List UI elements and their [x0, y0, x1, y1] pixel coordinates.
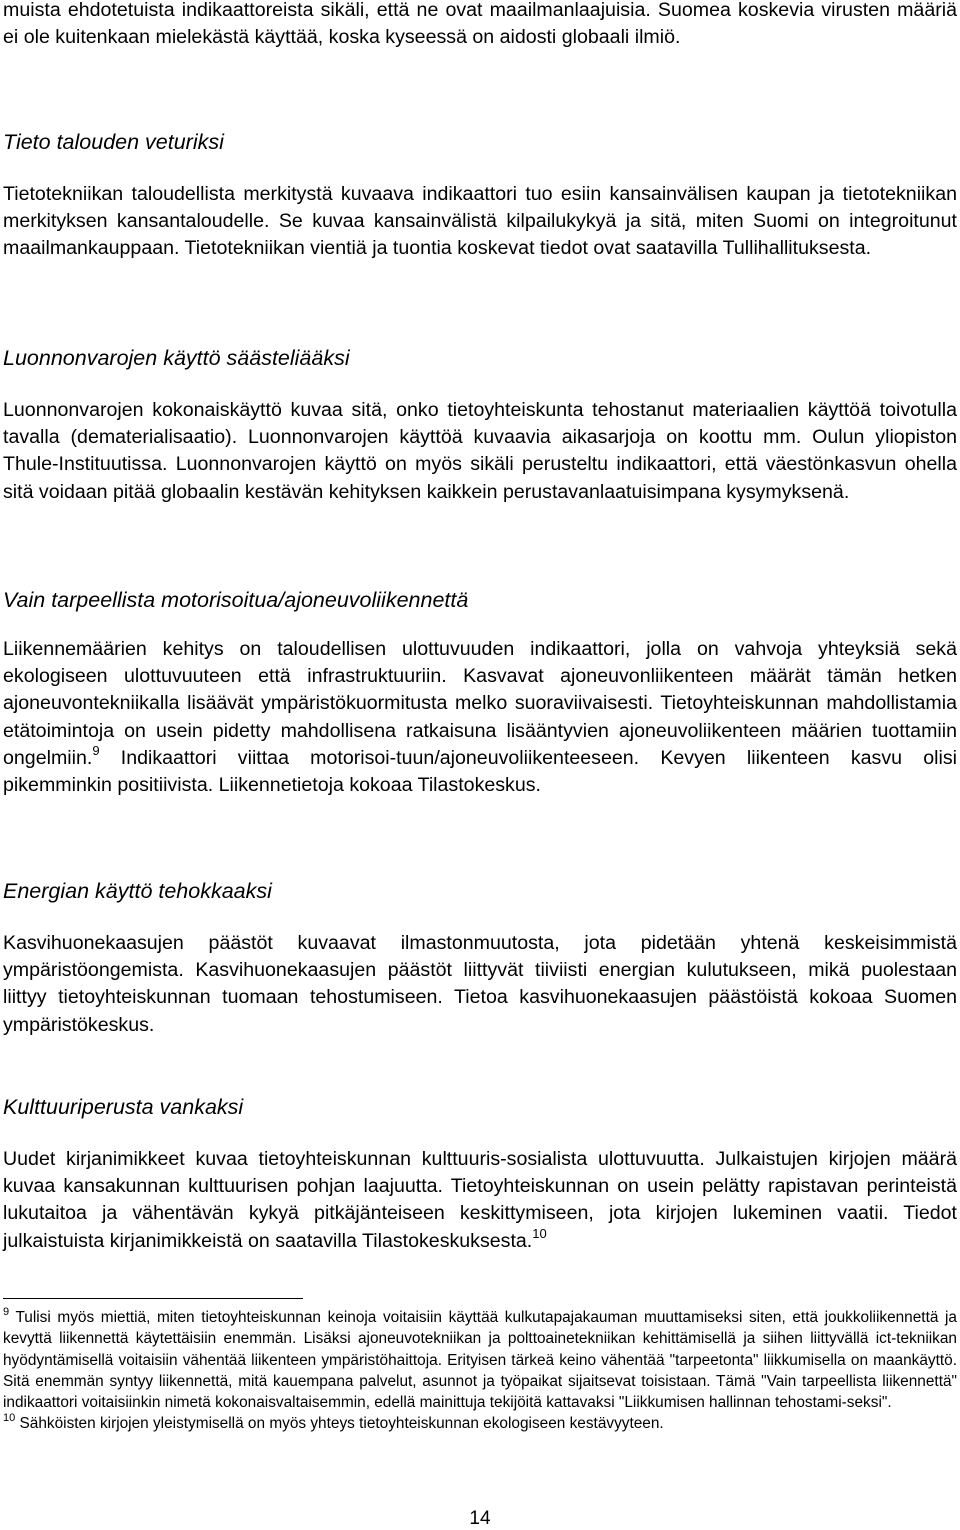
footnote-number: 9	[3, 1305, 10, 1318]
section-heading-energian-kaytto: Energian käyttö tehokkaaksi	[3, 879, 272, 903]
intro-paragraph: muista ehdotetuista indikaattoreista sikäli, että ne ovat maailmanlaajuisia. Suomea koskevia virusten määriä ei ole kuitenkaan mielekästä käyttää, koska kyseessä on aidosti globaali ilmiö.	[3, 0, 957, 49]
footnote-number: 10	[3, 1412, 16, 1425]
paragraph-text: Uudet kirjanimikkeet kuvaa tietoyhteiskunnan kulttuuris-sosialista ulottuvuutta. Julkaistujen kirjojen määrä kuvaa kansakunnan kulttuurisen pohjan laajuutta. Tietoyhteiskunnan on usein pelätty rapistavan perinteistä lukutaitoa ja vähentävän kykyä pitkäjänteiseen keskittymiseen, jota kirjojen lukeminen vaatii. Tiedot julkaistuista kirjanimikkeistä on saatavilla Tilastokeskuksesta.	[3, 1148, 957, 1252]
section-paragraph-tieto-talouden-veturiksi: Tietotekniikan taloudellista merkitystä kuvaava indikaattori tuo esiin kansainvälisen kaupan ja tietotekniikan merkityksen kansantaloudelle. Se kuvaa kansainvälistä kilpailukykyä ja sitä, miten Suomi on integroitunut maailmankauppaan. Tietotekniikan vientiä ja tuontia koskevat tiedot ovat saatavilla Tullihallituksesta.	[3, 183, 957, 260]
paragraph-text: Indikaattori viittaa motorisoi-tuun/ajoneuvoliikenteeseen. Kevyen liikenteen kasvu olisi pikemminkin positiivista. Liikennetietoja kokoaa Tilastokeskus.	[3, 746, 957, 797]
footnotes	[3, 1307, 957, 1435]
section-heading-ajoneuvoliikenne: Vain tarpeellista motorisoitua/ajoneuvoliikennettä	[3, 588, 469, 612]
section-heading-kulttuuriperusta: Kulttuuriperusta vankaksi	[3, 1095, 244, 1119]
section-heading-luonnonvarojen-kaytto: Luonnonvarojen käyttö säästeliääksi	[3, 346, 350, 370]
section-paragraph-ajoneuvoliikenne	[3, 636, 957, 799]
footnote-separator	[3, 1298, 303, 1299]
section-paragraph-kulttuuriperusta	[3, 1146, 957, 1255]
footnote-text: Tulisi myös miettiä, miten tietoyhteiskunnan keinoja voitaisiin käyttää kulkutapajakauman muuttamiseksi siten, että joukkoliikennettä ja kevyttä liikennettä käytettäisiin enemmän. Lisäksi ajoneuvotekniikan ja polttoainetekniikan kehittämisellä ja siihen liittyvällä ict-tekniikan hyödyntämisellä voitaisiin vähentää liikenteen ympäristöhaittoja. Erityisen tärkeä keino vähentää "tarpeetonta" liikkumisella on maankäyttö. Sitä enemmän syntyy liikennettä, mitä kauempana palvelut, asunnot ja työpaikat sijaitsevat toisistaan. Tämä "Vain tarpeellista liikennettä" indikaattori voitaisiinkin nimetä kokonaisvaltaisemmin, edellä mainittuja tekijöitä kattavaksi "Liikkumisen hallinnan tehostami-seksi".	[3, 1309, 957, 1412]
section-paragraph-luonnonvarojen-kaytto: Luonnonvarojen kokonaiskäyttö kuvaa sitä, onko tietoyhteiskunta tehostanut materiaalien käyttöä toivotulla tavalla (dematerialisaatio). Luonnonvarojen käyttöä kuvaavia aikasarjoja on koottu mm. Oulun yliopiston Thule-Instituutissa. Luonnonvarojen käyttö on myös sikäli perusteltu indikaattori, että väestönkasvun ohella sitä voidaan pitää globaalin kestävän kehityksen kaikkein perustavanlaatuisimpana kysymyksenä.	[3, 399, 957, 503]
footnote-9	[3, 1307, 957, 1413]
footnote-reference-9[interactable]: 9	[92, 743, 100, 759]
paragraph-text: Liikennemäärien kehitys on taloudellisen ulottuvuuden indikaattori, jolla on vahvoja yhteyksiä sekä ekologiseen ulottuvuuteen että infrastruktuuriin. Kasvavat ajoneuvonliikenteen määrät tämän hetken ajoneuvontekniikalla lisäävät ympäristökuormitusta melko suoraviivaisesti. Tietoyhteiskunnan mahdollistamia etätoimintoja on usein pidetty mahdollisena ratkaisuna lisääntyvien ajoneuvoliikenteen määrien tuottamiin ongelmiin.	[3, 638, 957, 769]
section-paragraph-energian-kaytto: Kasvihuonekaasujen päästöt kuvaavat ilmastonmuutosta, jota pidetään yhtenä keskeisimmistä ympäristöongemista. Kasvihuonekaasujen päästöt liittyvät tiiviisti energian kulutukseen, mikä puolestaan liittyy tietoyhteiskunnan tuomaan tehostumiseen. Tietoa kasvihuonekaasujen päästöistä kokoaa Suomen ympäristökeskus.	[3, 932, 957, 1036]
section-heading-tieto-talouden-veturiksi: Tieto talouden veturiksi	[3, 130, 224, 154]
footnote-text: Sähköisten kirjojen yleistymisellä on myös yhteys tietoyhteiskunnan ekologiseen kestävyyteen.	[19, 1415, 664, 1433]
footnote-reference-10[interactable]: 10	[532, 1226, 547, 1242]
page-number: 14	[469, 1508, 491, 1529]
footnote-10	[3, 1413, 957, 1434]
